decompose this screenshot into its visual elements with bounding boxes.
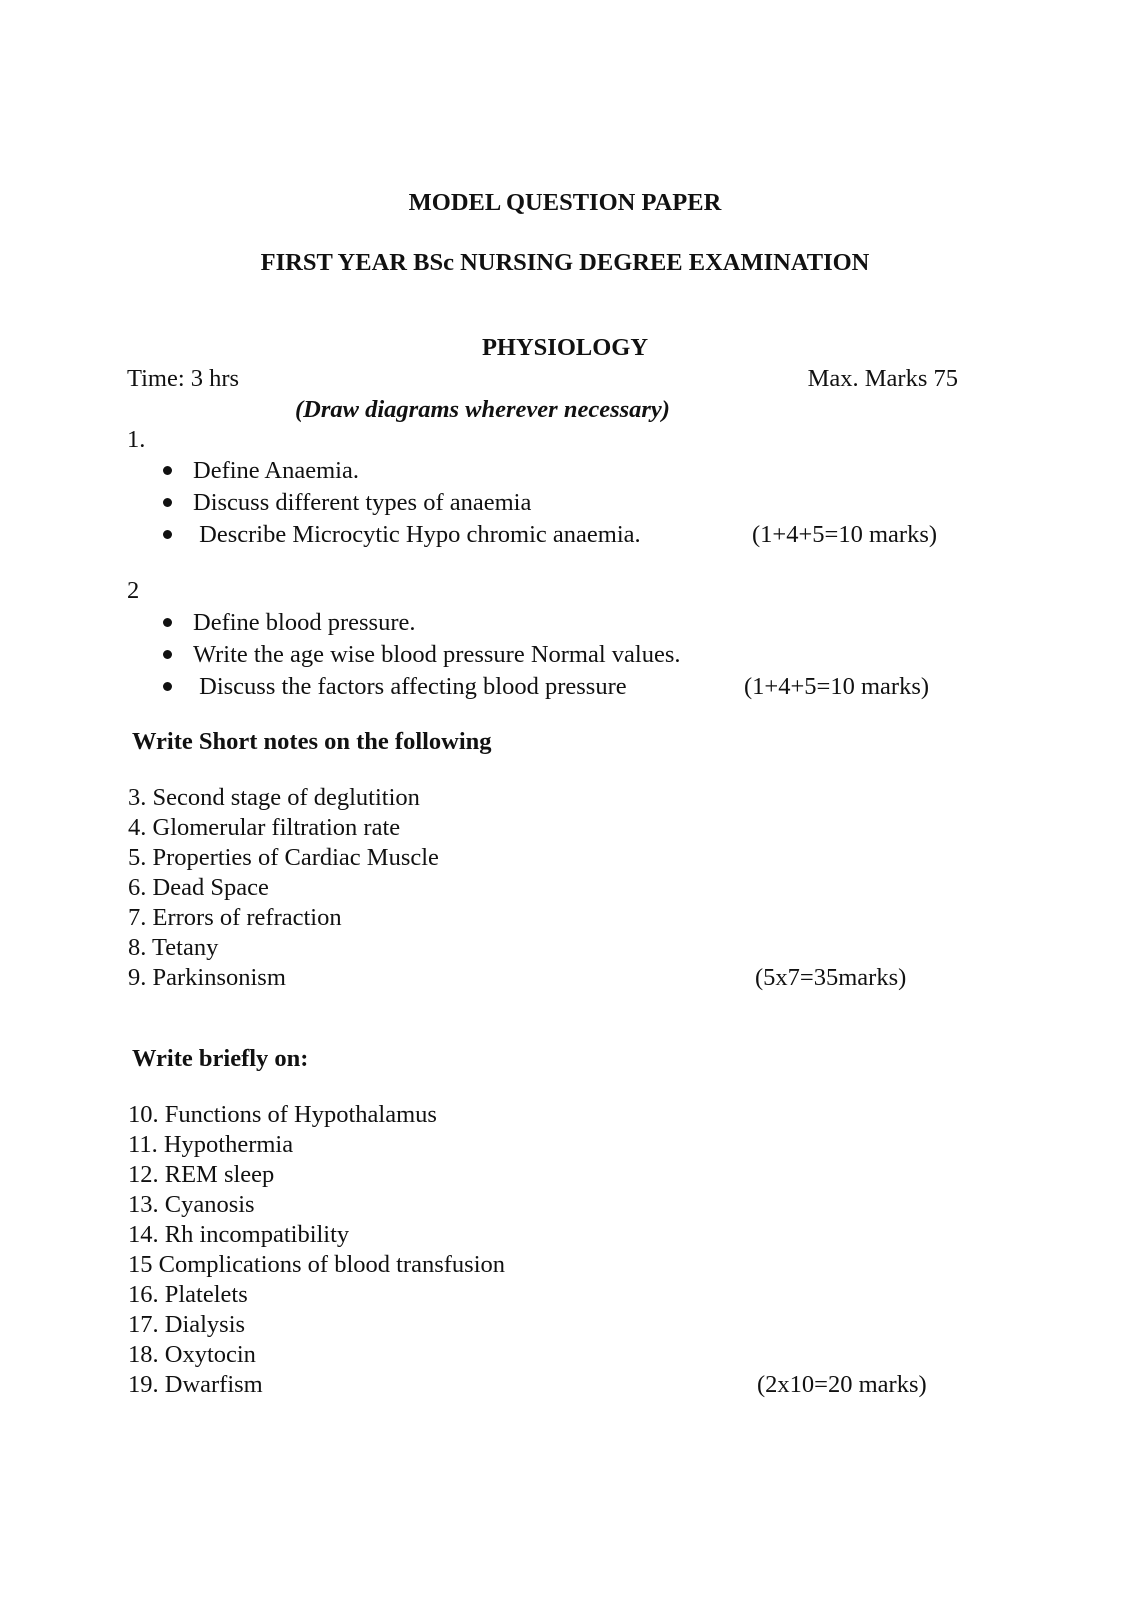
list-item: 16. Platelets [128,1281,248,1308]
bullet-icon [163,618,172,627]
q1-marks: (1+4+5=10 marks) [752,521,938,548]
list-item: 14. Rh incompatibility [128,1221,350,1248]
q2-number: 2 [127,577,140,604]
list-item: 15 Complications of blood transfusion [128,1251,505,1278]
short-notes-marks: (5x7=35marks) [755,964,907,991]
q1-bullet-1: Define Anaemia. [193,457,359,484]
list-item: 4. Glomerular filtration rate [128,814,401,841]
q1-bullet-3: Describe Microcytic Hypo chromic anaemia. [193,521,641,548]
q2-bullet-2: Write the age wise blood pressure Normal values. [193,641,681,668]
list-item: 8. Tetany [128,934,219,961]
list-item: 6. Dead Space [128,874,269,901]
list-item: 17. Dialysis [128,1311,246,1338]
subject-name: PHYSIOLOGY [481,334,649,361]
list-item: 13. Cyanosis [128,1191,255,1218]
instruction: (Draw diagrams wherever necessary) [295,396,670,423]
q2-bullet-3: Discuss the factors affecting blood pressure [193,673,627,700]
time-label: Time: 3 hrs [127,365,240,392]
bullet-icon [163,530,172,539]
list-item: 9. Parkinsonism [128,964,286,991]
list-item: 5. Properties of Cardiac Muscle [128,844,439,871]
short-notes-heading: Write Short notes on the following [132,728,492,755]
brief-marks: (2x10=20 marks) [757,1371,927,1398]
list-item: 18. Oxytocin [128,1341,256,1368]
bullet-icon [163,466,172,475]
list-item: 12. REM sleep [128,1161,275,1188]
bullet-icon [163,650,172,659]
q2-bullet-1: Define blood pressure. [193,609,416,636]
exam-name: FIRST YEAR BSc NURSING DEGREE EXAMINATION [260,249,870,276]
list-item: 19. Dwarfism [128,1371,263,1398]
brief-heading: Write briefly on: [132,1045,309,1072]
paper-title: MODEL QUESTION PAPER [408,189,722,216]
max-marks-label: Max. Marks 75 [807,365,958,392]
bullet-icon [163,498,172,507]
list-item: 7. Errors of refraction [128,904,342,931]
list-item: 3. Second stage of deglutition [128,784,420,811]
q2-marks: (1+4+5=10 marks) [744,673,930,700]
bullet-icon [163,682,172,691]
list-item: 11. Hypothermia [128,1131,294,1158]
list-item: 10. Functions of Hypothalamus [128,1101,437,1128]
q1-number: 1. [127,426,146,453]
q1-bullet-2: Discuss different types of anaemia [193,489,532,516]
